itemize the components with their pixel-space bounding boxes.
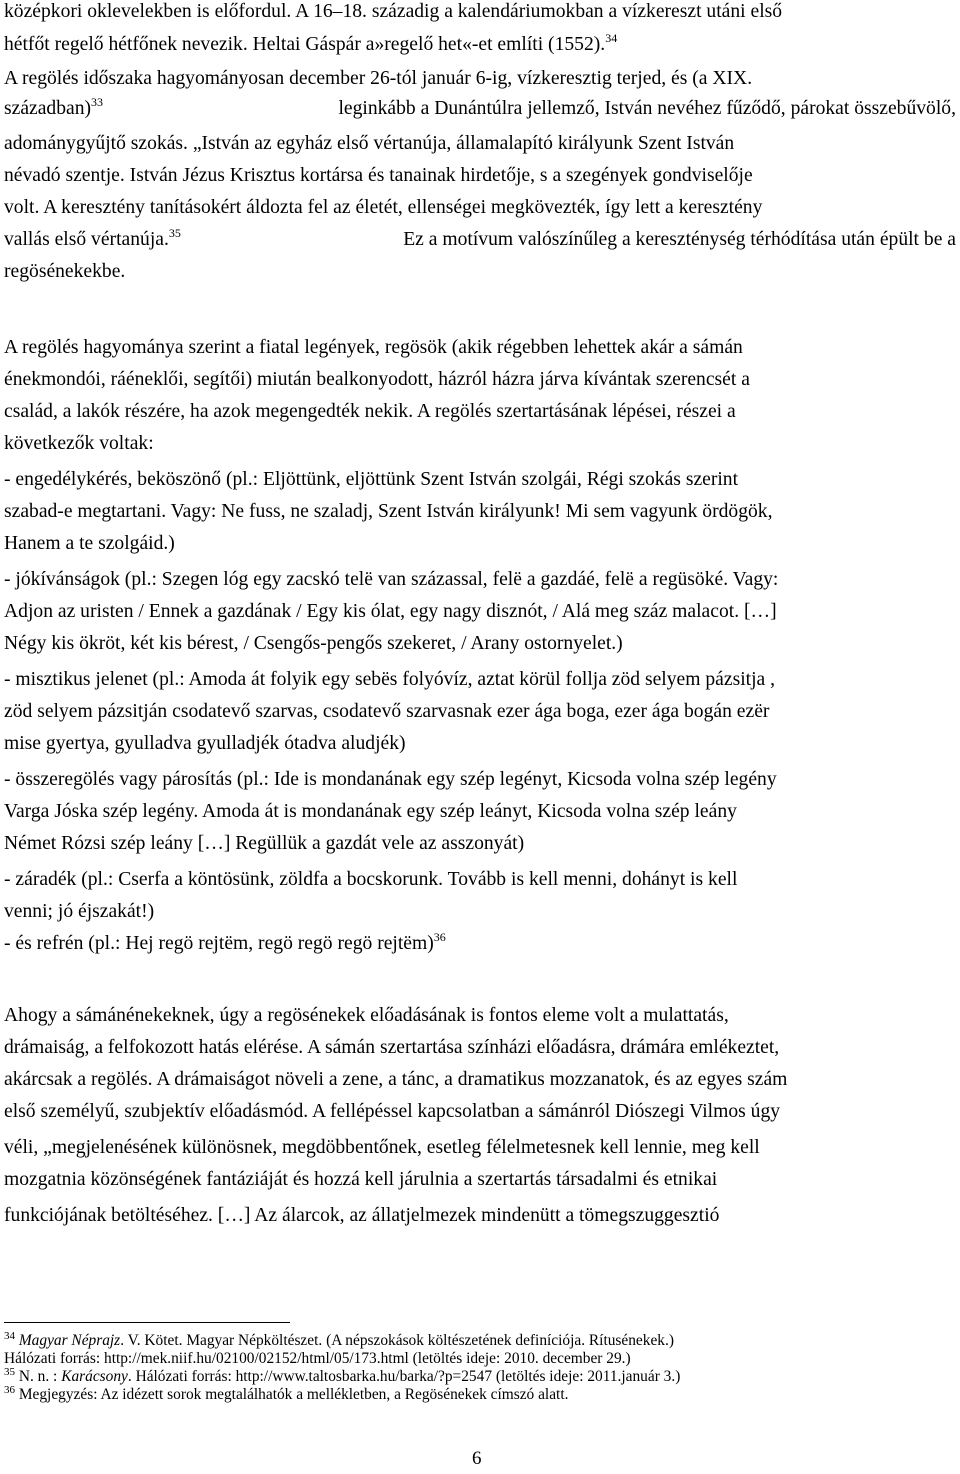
paragraph-3-line-5: véli, „megjelenésének különösnek, megdöbbentőnek, esetleg félelmetesnek kell lennie, meg kell [4, 1137, 760, 1158]
footnote-text: Megjegyzés: Az idézett sorok megtalálhatók a mellékletben, a Regösénekek címszó alatt. [15, 1386, 569, 1403]
document-page [4, 0, 956, 1474]
paragraph-2-line-1: A regölés hagyománya szerint a fiatal legények, regösök (akik régebben lehettek akár a sámán [4, 337, 743, 358]
footnote-number: 35 [4, 1366, 15, 1378]
paragraph-1-line-5: adománygyűjtő szokás. „István az egyház első vértanúja, államalapító királyunk Szent István [4, 133, 735, 154]
paragraph-3-line-6: mozgatnia közönségének fantáziáját és hozzá kell járulnia a szertartás társadalmi és etnikai [4, 1169, 718, 1190]
line-text: hétfőt regelő hétfőnek nevezik. Heltai Gáspár a»regelő het«-et említi (1552). [4, 34, 606, 55]
paragraph-2-line-2: énekmondói, ráéneklői, segítői) miután bealkonyodott, házról házra járva kívántak szerencsét a [4, 369, 750, 390]
footnote-number: 36 [4, 1384, 15, 1396]
line-text-end: Ez a motívum valószínűleg a kereszténység térhódítása után épült be a [403, 229, 956, 250]
footnote-36 [4, 1386, 568, 1404]
line-text-start [4, 228, 181, 252]
paragraph-1-line-3: A regölés időszaka hagyományosan december 26-tól január 6-ig, vízkeresztig terjed, és (a XIX. [4, 68, 753, 89]
paragraph-1-line-9: regösénekekbe. [4, 261, 126, 282]
footnote-separator [4, 1322, 290, 1323]
paragraph-2-line-17: - záradék (pl.: Cserfa a köntösünk, zöldfa a bocskorunk. Tovább is kell menni, dohányt is kell [4, 869, 738, 890]
paragraph-1-line-7: volt. A keresztény tanításokért áldozta fel az életét, ellenségei megkövezték, így lett a keresztény [4, 197, 763, 218]
paragraph-3-line-1: Ahogy a sámánénekeknek, úgy a regösénekek előadásának is fontos eleme volt a mulattatás, [4, 1005, 729, 1026]
footnote-title: Karácsony [61, 1368, 128, 1385]
paragraph-1-line-1: középkori oklevelekben is előfordul. A 16–18. századig a kalendáriumokban a vízkereszt utáni első [4, 1, 783, 22]
line-text: vallás első vértanúja. [4, 229, 169, 250]
paragraph-2-line-11: - misztikus jelenet (pl.: Amoda át folyik egy sebës folyóvíz, aztat körül follja zöd selyem pázsitja , [4, 669, 776, 690]
paragraph-1-line-4 [4, 97, 956, 121]
paragraph-1-line-8 [4, 228, 956, 252]
line-text: - és refrén (pl.: Hej regö rejtëm, regö regö regö rejtëm) [4, 933, 434, 954]
footnote-text: . V. Kötet. Magyar Népköltészet. (A népszokások költészetének definíciója. Rítusénekek.) [120, 1332, 674, 1349]
paragraph-2-line-13: mise gyertya, gyulladva gyulladjék ótadva aludjék) [4, 733, 406, 754]
footnote-34-line-2: Hálózati forrás: http://mek.niif.hu/02100/02152/html/05/173.html (letöltés ideje: 2010. december 29.) [4, 1350, 631, 1367]
footnote-number: 34 [4, 1330, 15, 1342]
paragraph-2-line-6: szabad-e megtartani. Vagy: Ne fuss, ne szaladj, Szent István királyunk! Mi sem vagyunk ördögök, [4, 501, 773, 522]
paragraph-2-line-14: - összeregölés vagy párosítás (pl.: Ide is mondanának egy szép legényt, Kicsoda volna szép legény [4, 769, 777, 790]
paragraph-2-line-18: venni; jó éjszakát!) [4, 901, 155, 922]
paragraph-2-line-3: család, a lakók részére, ha azok megengedték nekik. A regölés szertartásának lépései, részei a [4, 401, 736, 422]
line-text: században) [4, 98, 92, 119]
paragraph-3-line-4: első személyű, szubjektív előadásmód. A fellépéssel kapcsolatban a sámánról Diószegi Vilmos úgy [4, 1101, 781, 1122]
footnote-text: . Hálózati forrás: http://www.taltosbarka.hu/barka/?p=2547 (letöltés ideje: 2011.január 3.) [127, 1368, 681, 1385]
footnote-ref-34: 34 [605, 31, 618, 45]
footnote-35 [4, 1368, 680, 1386]
footnote-text: N. n. : [15, 1368, 62, 1385]
paragraph-2-line-9: Adjon az uristen / Ennek a gazdának / Egy kis ólat, egy nagy disznót, / Alá meg száz malacot. […] [4, 601, 777, 622]
paragraph-1-line-2 [4, 33, 617, 57]
line-text-start [4, 97, 103, 121]
page-number: 6 [472, 1448, 482, 1469]
paragraph-1-line-6: névadó szentje. István Jézus Krisztus kortársa és tanainak hirdetője, s a szegények gondviselője [4, 165, 753, 186]
line-text-end: leginkább a Dunántúlra jellemző, István nevéhez fűződő, párokat összebűvölő, [338, 98, 956, 119]
footnote-ref-35: 35 [168, 226, 181, 240]
paragraph-2-line-15: Varga Jóska szép legény. Amoda át is mondanának egy szép leányt, Kicsoda volna szép leány [4, 801, 737, 822]
paragraph-2-line-4: következők voltak: [4, 433, 154, 454]
paragraph-2-line-5: - engedélykérés, beköszönő (pl.: Eljöttünk, eljöttünk Szent István szolgái, Régi szokás szerint [4, 469, 739, 490]
footnote-title: Magyar Néprajz [18, 1332, 121, 1349]
paragraph-2-line-10: Négy kis ökröt, két kis bérest, / Csengős-pengős szekeret, / Arany ostornyelet.) [4, 633, 623, 654]
paragraph-2-line-8: - jókívánságok (pl.: Szegen lóg egy zacskó telë van százassal, felë a gazdáé, felë a regüsöké. Vagy: [4, 569, 779, 590]
paragraph-2-line-16: Német Rózsi szép leány […] Regüllük a gazdát vele az asszonyát) [4, 833, 525, 854]
footnote-ref-33: 33 [91, 95, 104, 109]
footnote-34 [4, 1332, 674, 1350]
footnote-ref-36: 36 [433, 930, 446, 944]
paragraph-2-line-7: Hanem a te szolgáid.) [4, 533, 175, 554]
paragraph-3-line-2: drámaiság, a felfokozott hatás elérése. A sámán szertartása színházi előadásra, drámára emlékeztet, [4, 1037, 780, 1058]
paragraph-2-line-12: zöd selyem pázsitján csodatevő szarvas, csodatevő szarvasnak ezer ága boga, ezer ága bogán ezër [4, 701, 770, 722]
paragraph-2-line-19 [4, 932, 446, 956]
paragraph-3-line-3: akárcsak a regölés. A drámaiságot növeli a zene, a tánc, a dramatikus mozzanatok, és az egyes szám [4, 1069, 788, 1090]
paragraph-3-line-7: funkciójának betöltéséhez. […] Az álarcok, az állatjelmezek mindenütt a tömegszuggesztió [4, 1205, 720, 1226]
